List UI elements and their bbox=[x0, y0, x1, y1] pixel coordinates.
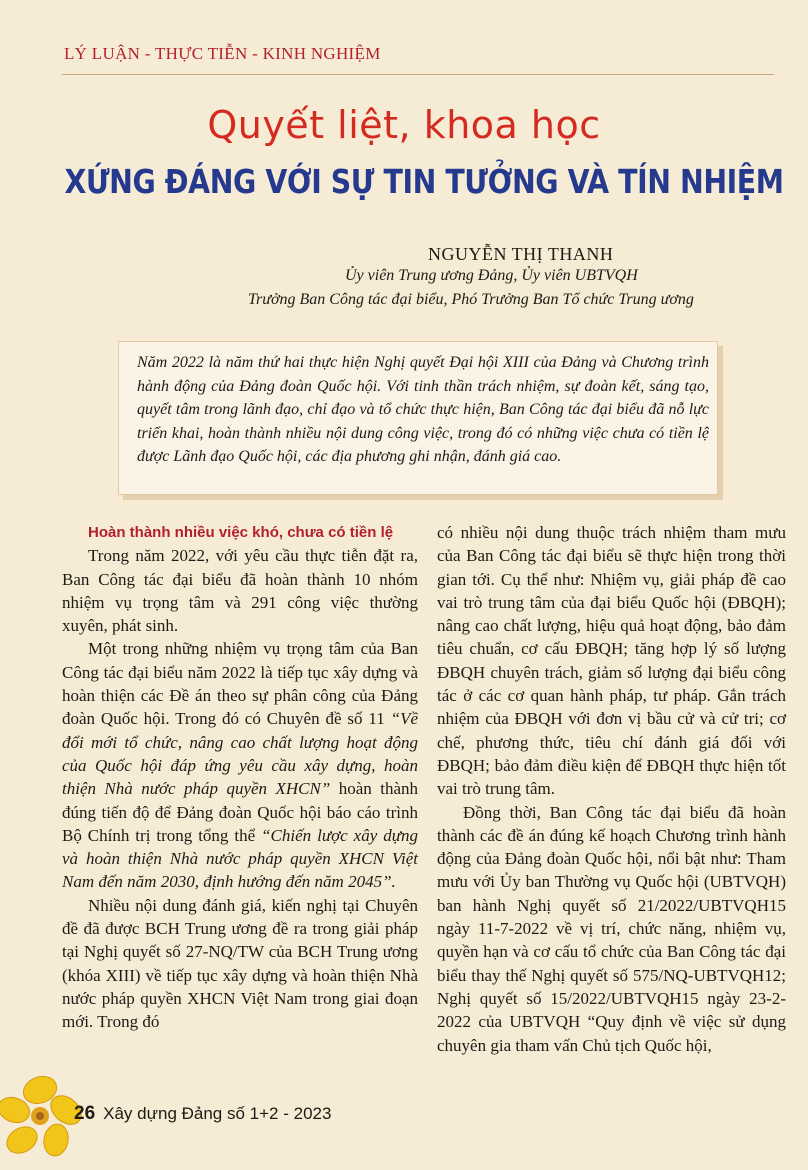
author-role-2: Trưởng Ban Công tác đại biểu, Phó Trưởng Ban Tổ chức Trung ương bbox=[248, 291, 694, 308]
author-name: NGUYỄN THỊ THANH bbox=[428, 244, 614, 264]
section-subheading: Hoàn thành nhiều việc khó, chưa có tiền lệ bbox=[88, 524, 394, 541]
paragraph: Đồng thời, Ban Công tác đại biểu đã hoàn thành các đề án đúng kế hoạch Chương trình hành động của Đảng đoàn Quốc hội, nổi bật như: Tham mưu với Ủy ban Thường vụ Quốc hội (UBTVQH) ban hành Nghị quyết số 21/2022/UBTVQH15 ngày 11-7-2022 về vị trí, chức năng, nhiệm vụ, quyền hạn và cơ cấu tổ chức của Ban Công tác đại biểu thay thế Nghị quyết số 575/NQ-UBTVQH12; Nghị quyết số 15/2022/UBTVQH15 ngày 23-2-2022 của UBTVQH “Quy định về việc sử dụng chuyên gia tham vấn Chủ tịch Quốc hội, bbox=[437, 802, 786, 1055]
article-title-line1: Quyết liệt, khoa học bbox=[207, 103, 601, 147]
publication-name: Xây dựng Đảng số 1+2 - 2023 bbox=[103, 1104, 332, 1123]
author-role-1: Ủy viên Trung ương Đảng, Ủy viên UBTVQH bbox=[345, 267, 638, 284]
body-column-right bbox=[437, 521, 786, 1057]
paragraph: có nhiều nội dung thuộc trách nhiệm tham mưu của Ban Công tác đại biểu sẽ thực hiện trong thời gian tới. Cụ thể như: Nhiệm vụ, giải pháp đề cao vai trò trung tâm của đại biểu Quốc hội (ĐBQH); nâng cao chất lượng, hiệu quả hoạt động, bảo đảm tiêu chuẩn, cơ cấu ĐBQH; tăng hợp lý số lượng ĐBQH chuyên trách, giảm số lượng đại biểu công tác ở các cơ quan hành pháp, tư pháp. Gắn trách nhiệm của ĐBQH với đơn vị bầu cử và cử tri; cơ chế, phương thức, tiêu chí đánh giá đối với ĐBQH; bảo đảm điều kiện để ĐBQH thực hiện tốt vai trò trung tâm. bbox=[437, 523, 786, 799]
page-number: 26 bbox=[74, 1103, 96, 1124]
paragraph: Trong năm 2022, với yêu cầu thực tiễn đặt ra, Ban Công tác đại biểu đã hoàn thành 10 nhóm nhiệm vụ trọng tâm và 291 công việc thường xuyên, phát sinh. bbox=[62, 546, 418, 636]
header-divider bbox=[62, 74, 774, 75]
section-label: LÝ LUẬN - THỰC TIỄN - KINH NGHIỆM bbox=[64, 44, 381, 63]
paragraph-text: Một trong những nhiệm vụ trọng tâm của Ban Công tác đại biểu năm 2022 là tiếp tục xây dựng và hoàn thiện các Đề án theo sự phân công của Đảng đoàn Quốc hội. Trong đó có Chuyên đề số 11 bbox=[62, 639, 418, 729]
body-column-left bbox=[62, 521, 418, 1034]
page-footer bbox=[74, 1103, 331, 1125]
paragraph-text: hoàn thành đúng tiến độ để Đảng đoàn Quốc hội báo cáo trình Bộ Chính trị trong tổng thể bbox=[62, 779, 418, 845]
article-title-line2: XỨNG ĐÁNG VỚI SỰ TIN TƯỞNG VÀ TÍN NHIỆM bbox=[64, 162, 784, 201]
paragraph: Nhiều nội dung đánh giá, kiến nghị tại Chuyên đề đã được BCH Trung ương đề ra trong giải pháp tại Nghị quyết số 27-NQ/TW của BCH Trung ương (khóa XIII) về tiếp tục xây dựng và hoàn thiện Nhà nước pháp quyền XHCN Việt Nam trong giai đoạn mới. Trong đó bbox=[62, 895, 418, 1032]
article-sapo: Năm 2022 là năm thứ hai thực hiện Nghị quyết Đại hội XIII của Đảng và Chương trình hành động của Đảng đoàn Quốc hội. Với tinh thần trách nhiệm, sự đoàn kết, sáng tạo, quyết tâm trong lãnh đạo, chỉ đạo và tổ chức thực hiện, Ban Công tác đại biểu đã nỗ lực triển khai, hoàn thành nhiều nội dung công việc, trong đó có những việc chưa có tiền lệ được Lãnh đạo Quốc hội, các địa phương ghi nhận, đánh giá cao. bbox=[118, 341, 718, 495]
paragraph-quote: “Về đổi mới tổ chức, nâng cao chất lượng hoạt động của Quốc hội đáp ứng yêu cầu xây dựng, hoàn thiện Nhà nước pháp quyền XHCN” bbox=[62, 709, 418, 799]
paragraph bbox=[62, 637, 418, 893]
paragraph-quote: “Chiến lược xây dựng và hoàn thiện Nhà nước pháp quyền XHCN Việt Nam đến năm 2030, định hướng đến năm 2045”. bbox=[62, 825, 418, 892]
